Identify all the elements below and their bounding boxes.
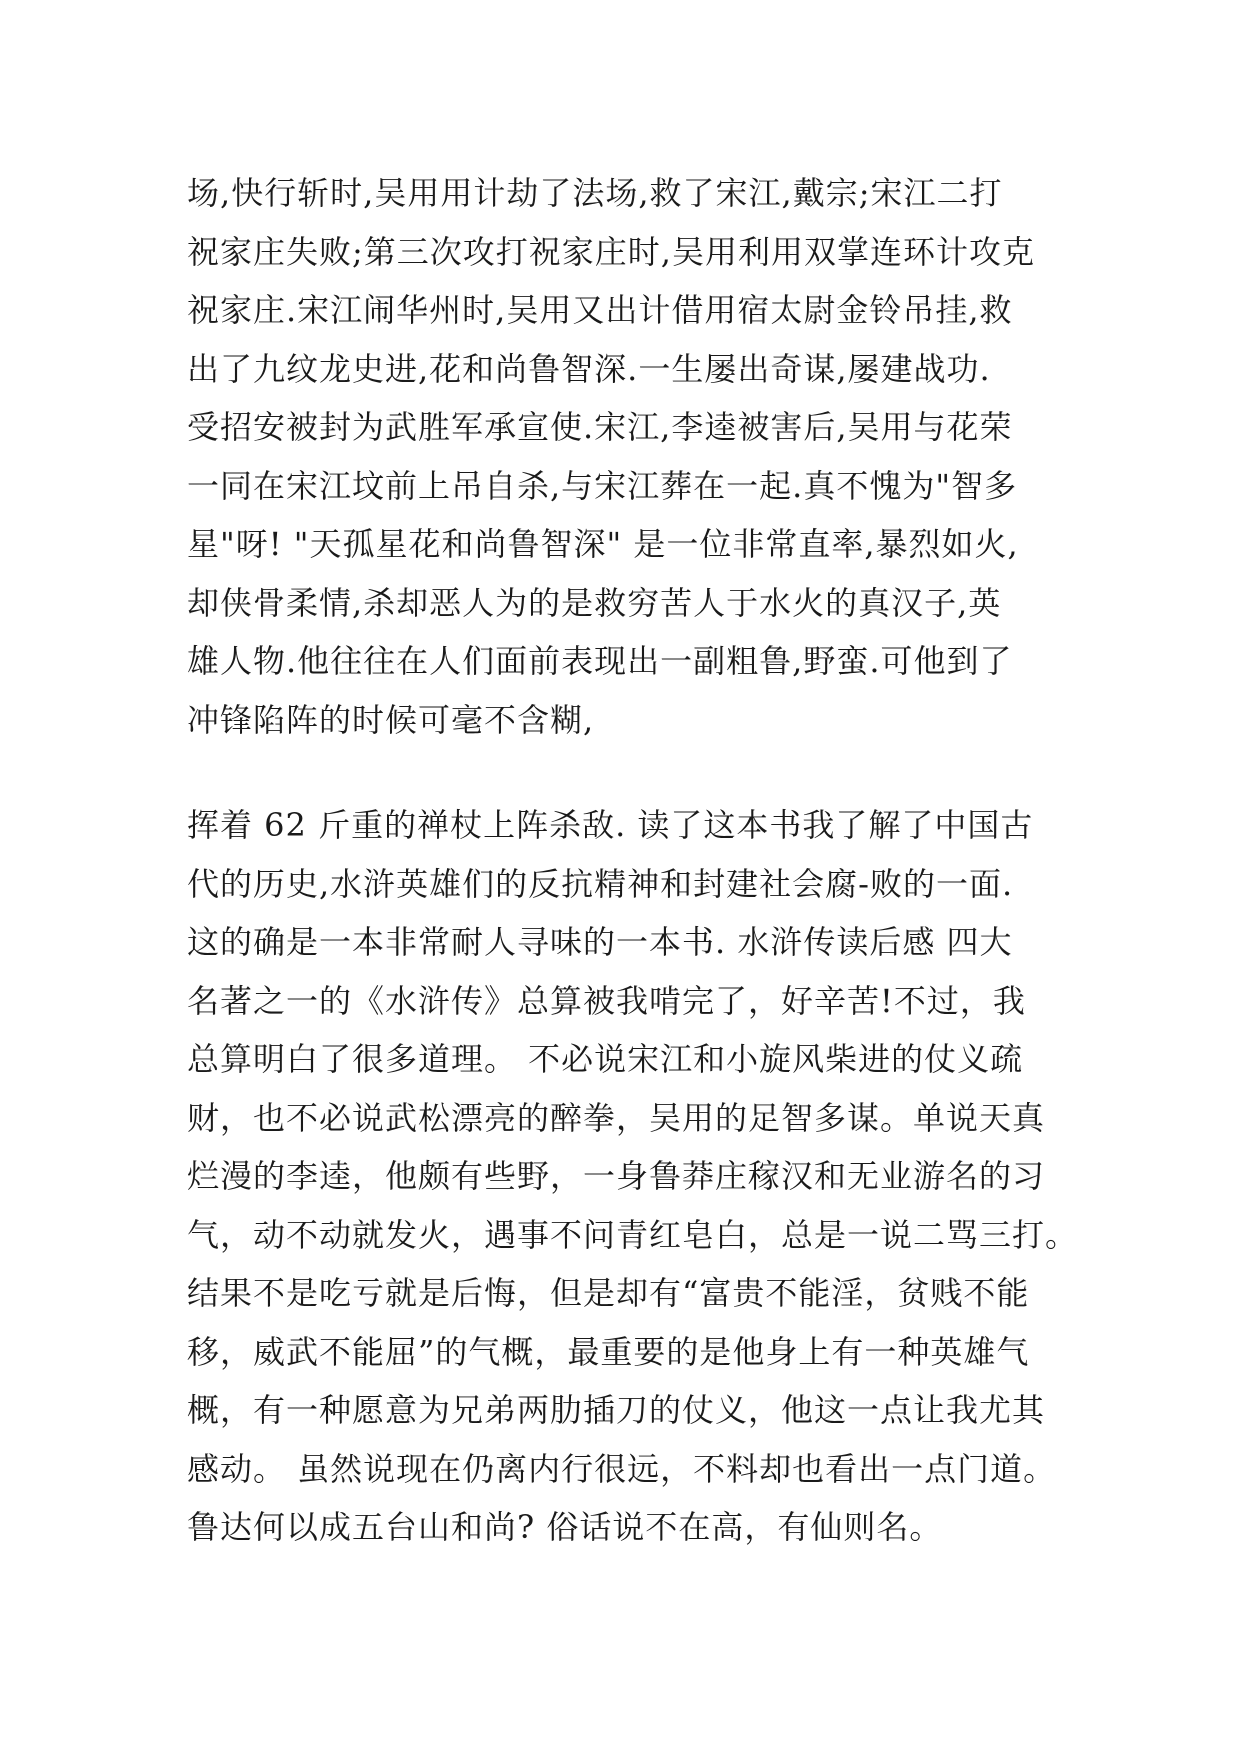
paragraph-2 bbox=[187, 796, 1087, 1557]
text-line: 一同在宋江坟前上吊自杀,与宋江葬在一起.真不愧为"智多 bbox=[187, 466, 1018, 505]
text-line: 祝家庄.宋江闹华州时,吴用又出计借用宿太尉金铃吊挂,救 bbox=[187, 291, 1013, 329]
text-line: 代的历史,水浒英雄们的反抗精神和封建社会腐-败的一面. bbox=[187, 864, 1014, 903]
text-line: 出了九纹龙史进,花和尚鲁智深.一生屡出奇谋,屡建战功. bbox=[187, 349, 991, 388]
text-line: 这的确是一本非常耐人寻味的一本书. 水浒传读后感 四大 bbox=[187, 923, 1013, 961]
text-line: 挥着 62 斤重的禅杖上阵杀敌. 读了这本书我了解了中国古 bbox=[187, 806, 1034, 844]
text-line: 移，威武不能屈”的气概，最重要的是他身上有一种英雄气 bbox=[187, 1332, 1030, 1371]
text-line: 感动。 虽然说现在仍离内行很远，不料却也看出一点门道。 bbox=[187, 1449, 1057, 1488]
text-line: 场,快行斩时,吴用用计劫了法场,救了宋江,戴宗;宋江二打 bbox=[187, 174, 1003, 212]
text-line: 冲锋陷阵的时候可毫不含糊, bbox=[187, 700, 595, 739]
text-line: 却侠骨柔情,杀却恶人为的是救穷苦人于水火的真汉子,英 bbox=[187, 583, 1002, 622]
paragraph-1 bbox=[187, 164, 1087, 749]
text-line: 鲁达何以成五台山和尚? 俗话说不在高，有仙则名。 bbox=[187, 1508, 943, 1546]
text-line: 烂漫的李逵，他颇有些野，一身鲁莽庄稼汉和无业游名的习 bbox=[187, 1157, 1046, 1195]
text-line: 气，动不动就发火，遇事不问青红皂白，总是一说二骂三打。 bbox=[187, 1215, 1079, 1254]
text-line: 星"呀! "天孤星花和尚鲁智深" 是一位非常直率,暴烈如火, bbox=[187, 525, 1019, 563]
text-line: 总算明白了很多道理。 不必说宋江和小旋风柴进的仗义疏 bbox=[187, 1040, 1024, 1078]
text-line: 名著之一的《水浒传》总算被我啃完了，好辛苦!不过，我 bbox=[187, 981, 1026, 1020]
text-line: 雄人物.他往往在人们面前表现出一副粗鲁,野蛮.可他到了 bbox=[187, 642, 1013, 680]
text-line: 受招安被封为武胜军承宣使.宋江,李逵被害后,吴用与花荣 bbox=[187, 408, 1013, 446]
text-line: 概，有一种愿意为兄弟两肋插刀的仗义，他这一点让我尤其 bbox=[187, 1391, 1046, 1429]
text-line: 结果不是吃亏就是后悔，但是却有“富贵不能淫，贫贱不能 bbox=[187, 1274, 1030, 1312]
text-line: 祝家庄失败;第三次攻打祝家庄时,吴用利用双掌连环计攻克 bbox=[187, 232, 1035, 271]
text-line: 财，也不必说武松漂亮的醉拳，吴用的足智多谋。单说天真 bbox=[187, 1098, 1046, 1137]
